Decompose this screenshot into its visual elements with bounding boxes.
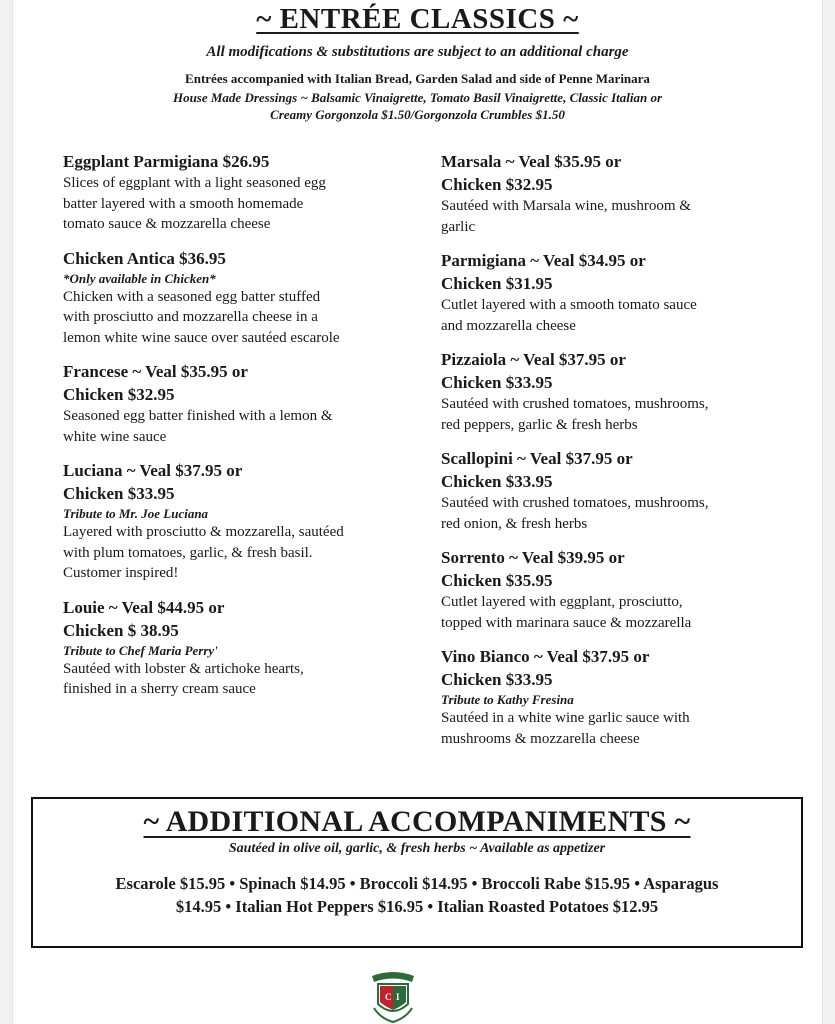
menu-item-name-line: Chicken $33.95 xyxy=(63,484,175,503)
menu-item-name-line: Pizzaiola ~ Veal $37.95 or xyxy=(441,350,626,369)
menu-item-description-line: Sautéed with lobster & artichoke hearts, xyxy=(63,660,304,677)
menu-item-name-line: Chicken $ 38.95 xyxy=(63,620,179,640)
svg-text:C: C xyxy=(385,992,392,1002)
menu-item-name xyxy=(441,645,791,691)
menu-item-description xyxy=(441,493,791,534)
menu-item-description xyxy=(441,295,791,336)
menu-item-description-line: Seasoned egg batter finished with a lemon & xyxy=(63,408,333,424)
menu-item-name-line: Francese ~ Veal $35.95 or xyxy=(63,362,248,381)
accompaniments-line: Escarole $15.95 • Spinach $14.95 • Broccoli $14.95 • Broccoli Rabe $15.95 • Asparagus xyxy=(115,874,719,893)
menu-item-tribute: Tribute to Kathy Fresina xyxy=(441,692,574,707)
menu-item-description-line: with prosciutto and mozzarella cheese in a xyxy=(63,309,318,325)
menu-item xyxy=(63,459,413,584)
menu-item-tribute: Tribute to Chef Maria Perry' xyxy=(63,642,218,658)
menu-item-name xyxy=(63,150,413,173)
menu-item xyxy=(441,348,791,435)
menu-item-description-line: with plum tomatoes, garlic, & fresh basil. xyxy=(63,544,313,561)
menu-item xyxy=(441,447,791,534)
left-menu-column xyxy=(63,150,413,712)
menu-item-description-line: mushrooms & mozzarella cheese xyxy=(441,730,640,747)
menu-item xyxy=(63,247,413,349)
accompaniments-title: ~ ADDITIONAL ACCOMPANIMENTS ~ xyxy=(143,805,691,838)
menu-item-description-line: Sautéed with Marsala wine, mushroom & xyxy=(441,198,691,214)
menu-item-description xyxy=(441,592,791,633)
menu-item-description-line: red peppers, garlic & fresh herbs xyxy=(441,416,638,433)
menu-item-description xyxy=(441,394,791,435)
page-title: ~ ENTRÉE CLASSICS ~ xyxy=(256,3,579,35)
menu-item-description-line: lemon white wine sauce over sautéed escarole xyxy=(63,329,340,346)
menu-item-name xyxy=(441,546,791,592)
menu-item-description xyxy=(63,406,413,447)
menu-item-name xyxy=(63,247,413,270)
menu-item-description-line: red onion, & fresh herbs xyxy=(441,515,588,532)
dressings-note: House Made Dressings ~ Balsamic Vinaigrette, Tomato Basil Vinaigrette, Classic Italian or Creamy Gorgonzola $1.50/Gorgonzola Crumbles $1.50 xyxy=(172,90,663,122)
menu-item-name-line: Parmigiana ~ Veal $34.95 or xyxy=(441,251,646,270)
menu-item-description-line: Sautéed with crushed tomatoes, mushrooms, xyxy=(441,495,709,511)
menu-item-name xyxy=(441,447,791,493)
menu-item-name xyxy=(63,459,413,505)
menu-item-name xyxy=(441,150,791,196)
svg-text:I: I xyxy=(396,992,400,1002)
modifications-note: All modifications & substitutions are subject to an additional charge xyxy=(206,44,629,60)
accompaniments-box xyxy=(31,797,803,948)
menu-item-description-line: Cutlet layered with a smooth tomato sauce xyxy=(441,297,697,313)
menu-item-description-line: Customer inspired! xyxy=(63,565,179,581)
accompaniments-subtitle: Sautéed in olive oil, garlic, & fresh herbs ~ Available as appetizer xyxy=(228,841,606,856)
menu-item-name-line: Scallopini ~ Veal $37.95 or xyxy=(441,449,633,468)
menu-item-description-line: topped with marinara sauce & mozzarella xyxy=(441,614,692,631)
accompaniments-list xyxy=(43,872,791,918)
menu-item-description-line: Cutlet layered with eggplant, prosciutto, xyxy=(441,594,683,610)
right-menu-column xyxy=(441,150,791,761)
menu-item-name-line: Chicken $33.95 xyxy=(441,373,553,392)
accompaniments-line: $14.95 • Italian Hot Peppers $16.95 • Italian Roasted Potatoes $12.95 xyxy=(175,897,659,916)
menu-item-name-line: Eggplant Parmigiana $26.95 xyxy=(63,152,270,171)
menu-item-description-line: and mozzarella cheese xyxy=(441,317,576,334)
menu-item-description xyxy=(441,708,791,749)
menu-item xyxy=(441,546,791,633)
menu-item-name-line: Chicken $33.95 xyxy=(441,472,553,491)
menu-item-name-line: Vino Bianco ~ Veal $37.95 or xyxy=(441,647,650,666)
menu-item-description xyxy=(63,173,413,235)
menu-item-description-line: white wine sauce xyxy=(63,428,167,445)
menu-item xyxy=(63,596,413,700)
menu-item xyxy=(441,645,791,749)
menu-item-name-line: Marsala ~ Veal $35.95 or xyxy=(441,152,622,171)
menu-item xyxy=(441,249,791,336)
menu-item-description-line: Sautéed with crushed tomatoes, mushrooms, xyxy=(441,396,709,412)
menu-item-name-line: Chicken $32.95 xyxy=(63,385,175,404)
restaurant-crest-icon xyxy=(368,968,418,1024)
menu-item-description xyxy=(63,659,413,700)
menu-item-description xyxy=(63,287,413,349)
menu-item-description-line: tomato sauce & mozzarella cheese xyxy=(63,216,271,232)
menu-item-name xyxy=(63,360,413,406)
menu-item xyxy=(63,150,413,235)
menu-item-tribute: Tribute to Mr. Joe Luciana xyxy=(63,506,209,521)
menu-item-name xyxy=(441,249,791,295)
menu-item-name-line: Chicken $35.95 xyxy=(441,571,553,590)
menu-item-description-line: Chicken with a seasoned egg batter stuffed xyxy=(63,288,321,305)
menu-item xyxy=(441,150,791,237)
menu-item-description xyxy=(63,522,413,584)
menu-item-name-line: Chicken Antica $36.95 xyxy=(63,248,226,268)
page-edge-right xyxy=(822,0,835,1024)
page-edge-left xyxy=(0,0,13,1024)
menu-item-description-line: Layered with prosciutto & mozzarella, sautéed xyxy=(63,524,344,540)
menu-item-name-line: Luciana ~ Veal $37.95 or xyxy=(63,461,243,480)
menu-item-name xyxy=(63,596,413,642)
menu-item xyxy=(63,360,413,447)
menu-item-description-line: garlic xyxy=(441,218,476,235)
menu-item-description-line: Slices of eggplant with a light seasoned egg xyxy=(63,175,326,191)
menu-item-name-line: Chicken $32.95 xyxy=(441,175,553,194)
entree-accompaniment-note: Entrées accompanied with Italian Bread, Garden Salad and side of Penne Marinara xyxy=(185,71,650,86)
menu-item-description-line: finished in a sherry cream sauce xyxy=(63,681,256,697)
menu-item-description-line: batter layered with a smooth homemade xyxy=(63,195,304,212)
menu-item-name-line: Louie ~ Veal $44.95 or xyxy=(63,597,225,617)
menu-item-description xyxy=(441,196,791,237)
menu-item-name-line: Chicken $33.95 xyxy=(441,670,553,689)
menu-item-description-line: Sautéed in a white wine garlic sauce with xyxy=(441,710,690,726)
menu-item-tribute: *Only available in Chicken* xyxy=(63,270,216,286)
menu-item-name-line: Chicken $31.95 xyxy=(441,274,553,293)
menu-item-name xyxy=(441,348,791,394)
menu-item-name-line: Sorrento ~ Veal $39.95 or xyxy=(441,548,625,567)
